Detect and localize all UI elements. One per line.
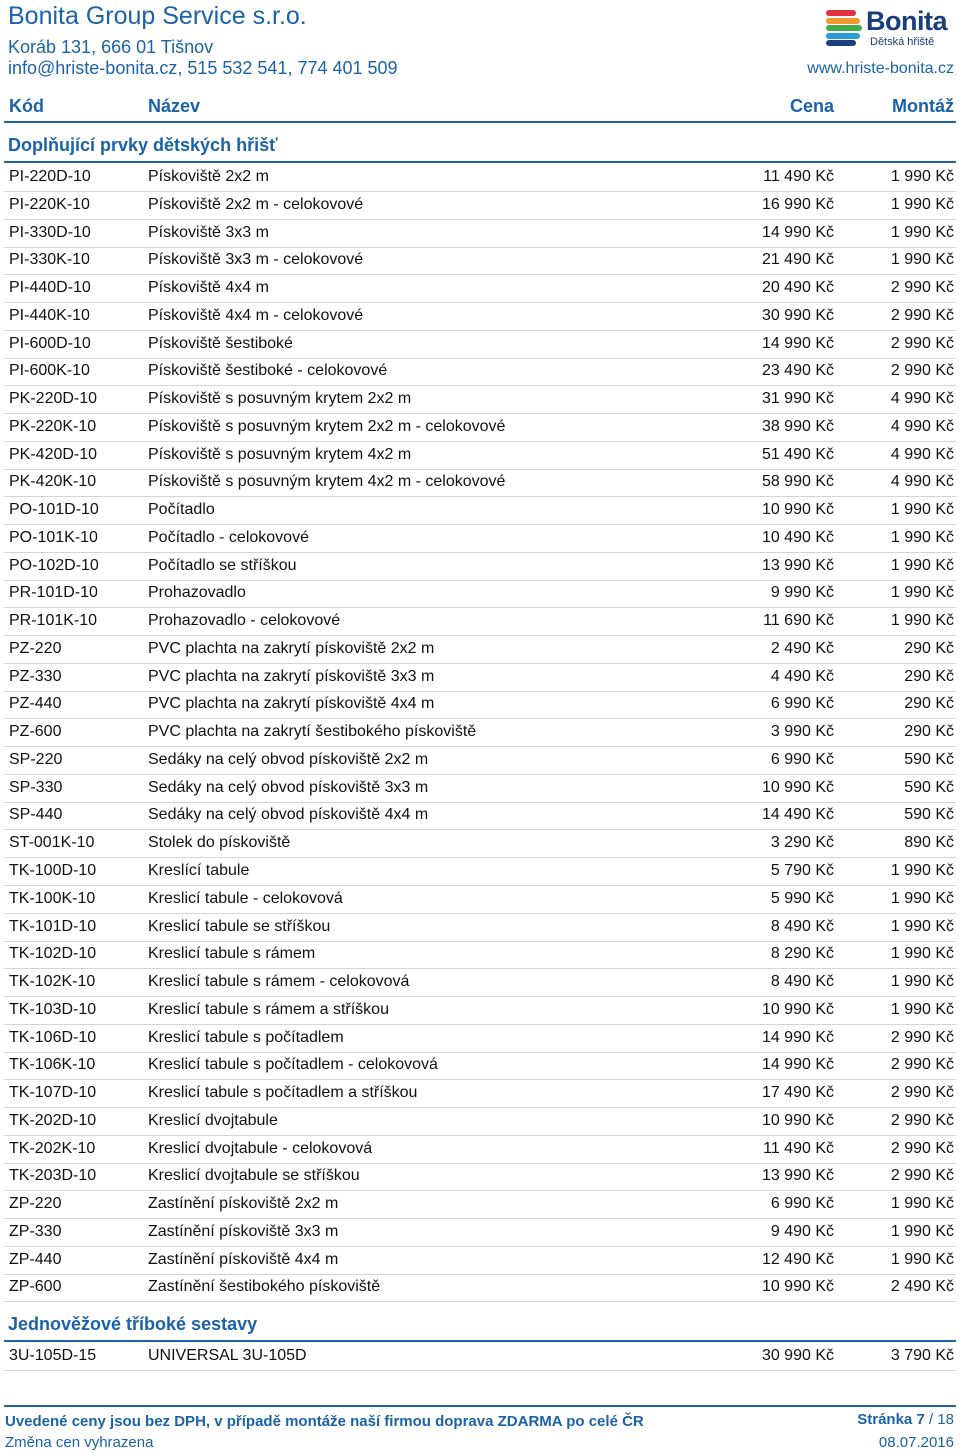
- cell-name: Pískoviště s posuvným krytem 2x2 m - celokovové: [148, 417, 506, 435]
- table-row: [4, 858, 956, 886]
- cell-code: SP-330: [9, 778, 63, 796]
- cell-code: SP-440: [9, 806, 63, 824]
- cell-code: ZP-440: [9, 1250, 62, 1268]
- column-header-montaz: Montáž: [892, 96, 954, 116]
- column-header-code: Kód: [9, 96, 44, 116]
- table-row: [4, 1108, 956, 1136]
- cell-code: PI-220K-10: [9, 195, 90, 213]
- cell-price: 10 990 Kč: [761, 1111, 834, 1129]
- cell-price: 31 990 Kč: [761, 390, 834, 408]
- table-row: [4, 303, 956, 331]
- cell-name: Zastínění pískoviště 2x2 m: [148, 1195, 339, 1213]
- cell-code: TK-102D-10: [9, 945, 97, 963]
- cell-name: Kreslicí tabule s počítadlem: [148, 1028, 344, 1046]
- table-row: [4, 914, 956, 942]
- table-row: [4, 1219, 956, 1247]
- column-header-name: Název: [148, 96, 201, 116]
- cell-price: 10 990 Kč: [761, 778, 834, 796]
- cell-code: PI-330K-10: [9, 251, 90, 269]
- cell-name: PVC plachta na zakrytí pískoviště 2x2 m: [148, 639, 435, 657]
- cell-montaz: 1 990 Kč: [890, 1000, 954, 1018]
- cell-name: Stolek do pískoviště: [148, 834, 291, 852]
- cell-montaz: 1 990 Kč: [890, 528, 954, 546]
- cell-price: 10 990 Kč: [761, 501, 834, 519]
- table-row: [4, 1136, 956, 1164]
- cell-name: Kreslicí tabule s rámem a stříškou: [148, 1000, 389, 1018]
- table-row: [4, 691, 956, 719]
- cell-montaz: 290 Kč: [904, 723, 954, 741]
- cell-price: 21 490 Kč: [761, 251, 834, 269]
- company-address: Koráb 131, 666 01 Tišnov: [8, 37, 214, 57]
- cell-montaz: 2 990 Kč: [890, 1139, 954, 1157]
- cell-code: TK-202K-10: [9, 1139, 96, 1157]
- cell-montaz: 4 990 Kč: [890, 473, 954, 491]
- cell-montaz: 2 990 Kč: [890, 1167, 954, 1185]
- cell-price: 8 290 Kč: [770, 945, 834, 963]
- section-rule: [4, 161, 956, 163]
- page-separator: /: [924, 1411, 938, 1428]
- cell-price: 10 990 Kč: [761, 1000, 834, 1018]
- table-row: [4, 997, 956, 1025]
- cell-price: 20 490 Kč: [761, 279, 834, 297]
- table-row: [4, 636, 956, 664]
- cell-name: PVC plachta na zakrytí šestibokého pískoviště: [148, 723, 477, 741]
- table-row: [4, 1080, 956, 1108]
- table-row: [4, 1052, 956, 1080]
- cell-montaz: 1 990 Kč: [890, 862, 954, 879]
- cell-name: Kreslicí dvojtabule: [148, 1111, 278, 1129]
- cell-price: 9 990 Kč: [770, 584, 834, 602]
- logo-stripe: [826, 18, 860, 24]
- table-row: [4, 358, 956, 386]
- footer-note: Uvedené ceny jsou bez DPH, v případě montáže naší firmou doprava ZDARMA po celé ČR: [5, 1413, 644, 1430]
- cell-price: 9 490 Kč: [770, 1222, 834, 1240]
- cell-montaz: 290 Kč: [904, 695, 954, 713]
- cell-name: Pískoviště 4x4 m - celokovové: [148, 306, 364, 324]
- cell-name: Sedáky na celý obvod pískoviště 3x3 m: [148, 778, 429, 796]
- cell-price: 2 490 Kč: [770, 639, 834, 657]
- cell-name: Kreslicí tabule s počítadlem a stříškou: [148, 1084, 418, 1102]
- logo-subtitle: Dětská hřiště: [870, 36, 935, 48]
- table-row: [4, 1343, 956, 1371]
- cell-price: 10 990 Kč: [761, 1278, 834, 1296]
- cell-name: Sedáky na celý obvod pískoviště 4x4 m: [148, 806, 429, 824]
- cell-price: 16 990 Kč: [761, 195, 834, 213]
- cell-price: 13 990 Kč: [761, 1167, 834, 1185]
- cell-code: TK-107D-10: [9, 1084, 97, 1102]
- table-row: [4, 414, 956, 442]
- table-row: [4, 747, 956, 775]
- section-title: Doplňující prvky dětských hřišť: [8, 135, 278, 155]
- table-row: [4, 1025, 956, 1053]
- page-current: 7: [916, 1411, 925, 1428]
- cell-price: 4 490 Kč: [770, 667, 834, 685]
- cell-montaz: 590 Kč: [904, 750, 954, 768]
- cell-price: 8 490 Kč: [770, 973, 834, 991]
- section-rule: [4, 1340, 956, 1342]
- cell-name: Pískoviště 2x2 m: [148, 168, 269, 185]
- cell-price: 14 990 Kč: [761, 223, 834, 241]
- cell-code: PI-330D-10: [9, 223, 91, 241]
- cell-montaz: 1 990 Kč: [890, 501, 954, 519]
- cell-code: TK-203D-10: [9, 1167, 97, 1185]
- table-row: [4, 469, 956, 497]
- cell-price: 58 990 Kč: [761, 473, 834, 491]
- table-row: [4, 331, 956, 359]
- cell-montaz: 890 Kč: [904, 834, 954, 852]
- cell-price: 11 490 Kč: [763, 168, 834, 185]
- table-row: [4, 247, 956, 275]
- cell-code: PI-220D-10: [9, 168, 91, 185]
- table-row: [4, 553, 956, 581]
- cell-code: ST-001K-10: [9, 834, 95, 852]
- table-row: [4, 386, 956, 414]
- cell-price: 8 490 Kč: [770, 917, 834, 935]
- cell-code: PZ-220: [9, 639, 62, 657]
- cell-montaz: 1 990 Kč: [890, 223, 954, 241]
- cell-name: Prohazovadlo: [148, 584, 246, 602]
- logo-mark-icon: [826, 10, 862, 48]
- cell-code: TK-100K-10: [9, 889, 96, 907]
- cell-montaz: 4 990 Kč: [890, 445, 954, 463]
- cell-price: 6 990 Kč: [770, 750, 834, 768]
- cell-code: 3U-105D-15: [9, 1347, 97, 1365]
- cell-montaz: 1 990 Kč: [890, 1195, 954, 1213]
- cell-montaz: 2 490 Kč: [890, 1278, 954, 1296]
- page-number: [857, 1411, 954, 1428]
- table-row: [4, 275, 956, 303]
- cell-name: Pískoviště s posuvným krytem 2x2 m: [148, 390, 412, 408]
- cell-montaz: 4 990 Kč: [890, 417, 954, 435]
- cell-code: PZ-600: [9, 723, 62, 741]
- header-rule: [4, 121, 956, 123]
- company-contact: info@hriste-bonita.cz, 515 532 541, 774 401 509: [8, 58, 398, 78]
- cell-montaz: 1 990 Kč: [890, 889, 954, 907]
- footer-rule: [4, 1405, 956, 1407]
- cell-price: 14 990 Kč: [761, 334, 834, 352]
- cell-code: SP-220: [9, 750, 63, 768]
- table-row: [4, 164, 956, 192]
- table-row: [4, 830, 956, 858]
- table-row: [4, 802, 956, 830]
- cell-name: Kreslicí dvojtabule se stříškou: [148, 1167, 360, 1185]
- cell-code: ZP-600: [9, 1278, 62, 1296]
- cell-montaz: 1 990 Kč: [890, 556, 954, 574]
- cell-price: 30 990 Kč: [761, 1347, 834, 1365]
- cell-name: Zastínění pískoviště 4x4 m: [148, 1250, 339, 1268]
- table-row: [4, 775, 956, 803]
- cell-price: 23 490 Kč: [761, 362, 834, 380]
- company-name: Bonita Group Service s.r.o.: [8, 2, 307, 30]
- cell-price: 11 490 Kč: [763, 1139, 834, 1157]
- cell-name: Kreslicí tabule s rámem: [148, 945, 316, 963]
- cell-code: PK-420D-10: [9, 445, 98, 463]
- cell-name: Pískoviště 3x3 m: [148, 223, 269, 241]
- cell-name: Kreslící tabule: [148, 862, 250, 879]
- cell-code: PI-600D-10: [9, 334, 91, 352]
- table-row: [4, 1247, 956, 1275]
- cell-code: TK-102K-10: [9, 973, 96, 991]
- cell-code: PI-440K-10: [9, 306, 90, 324]
- cell-name: Počítadlo - celokovové: [148, 528, 309, 546]
- cell-montaz: 3 790 Kč: [890, 1347, 954, 1365]
- cell-montaz: 1 990 Kč: [890, 251, 954, 269]
- cell-montaz: 2 990 Kč: [890, 1056, 954, 1074]
- cell-montaz: 2 990 Kč: [890, 362, 954, 380]
- cell-name: Počítadlo: [148, 501, 215, 519]
- cell-name: Kreslicí dvojtabule - celokovová: [148, 1139, 373, 1157]
- cell-montaz: 290 Kč: [904, 639, 954, 657]
- cell-price: 14 990 Kč: [761, 1056, 834, 1074]
- cell-price: 5 990 Kč: [770, 889, 834, 907]
- cell-price: 5 790 Kč: [770, 862, 834, 879]
- table-row: [4, 1191, 956, 1219]
- cell-name: Kreslicí tabule s rámem - celokovová: [148, 973, 410, 991]
- cell-montaz: 590 Kč: [904, 806, 954, 824]
- cell-name: PVC plachta na zakrytí pískoviště 3x3 m: [148, 667, 435, 685]
- table-row: [4, 664, 956, 692]
- cell-price: 38 990 Kč: [761, 417, 834, 435]
- cell-montaz: 2 990 Kč: [890, 1084, 954, 1102]
- logo-stripe: [826, 25, 862, 31]
- logo-name: Bonita: [866, 6, 947, 36]
- column-headers: [0, 96, 960, 118]
- cell-name: Pískoviště s posuvným krytem 4x2 m: [148, 445, 412, 463]
- cell-montaz: 2 990 Kč: [890, 1111, 954, 1129]
- table-row: [4, 525, 956, 553]
- cell-name: PVC plachta na zakrytí pískoviště 4x4 m: [148, 695, 435, 713]
- cell-code: PK-420K-10: [9, 473, 97, 491]
- logo-stripe: [826, 33, 860, 39]
- cell-montaz: 1 990 Kč: [890, 168, 954, 185]
- cell-price: 14 990 Kč: [761, 1028, 834, 1046]
- cell-montaz: 1 990 Kč: [890, 612, 954, 630]
- cell-price: 3 290 Kč: [770, 834, 834, 852]
- footer-date: 08.07.2016: [878, 1434, 954, 1451]
- cell-price: 11 690 Kč: [763, 612, 834, 630]
- cell-montaz: 1 990 Kč: [890, 1222, 954, 1240]
- cell-name: Pískoviště s posuvným krytem 4x2 m - celokovové: [148, 473, 506, 491]
- cell-name: Sedáky na celý obvod pískoviště 2x2 m: [148, 750, 429, 768]
- cell-code: PI-440D-10: [9, 279, 91, 297]
- cell-name: Zastínění pískoviště 3x3 m: [148, 1222, 339, 1240]
- table-row: [4, 941, 956, 969]
- table-row: [4, 1274, 956, 1302]
- bonita-logo: [826, 8, 956, 52]
- cell-code: TK-202D-10: [9, 1111, 97, 1129]
- cell-code: TK-106K-10: [9, 1056, 96, 1074]
- cell-code: TK-106D-10: [9, 1028, 97, 1046]
- cell-code: ZP-330: [9, 1222, 62, 1240]
- cell-name: Pískoviště 4x4 m: [148, 279, 269, 297]
- logo-stripe: [826, 10, 856, 16]
- cell-montaz: 290 Kč: [904, 667, 954, 685]
- website-link[interactable]: www.hriste-bonita.cz: [807, 60, 954, 77]
- page-label: Stránka: [857, 1411, 913, 1428]
- cell-name: Počítadlo se stříškou: [148, 556, 297, 574]
- cell-code: PK-220D-10: [9, 390, 98, 408]
- logo-stripe: [826, 40, 856, 46]
- table-row: [4, 886, 956, 914]
- cell-price: 3 990 Kč: [770, 723, 834, 741]
- cell-price: 6 990 Kč: [770, 695, 834, 713]
- column-header-price: Cena: [789, 96, 834, 116]
- cell-montaz: 1 990 Kč: [890, 195, 954, 213]
- cell-price: 51 490 Kč: [761, 445, 834, 463]
- cell-montaz: 1 990 Kč: [890, 945, 954, 963]
- cell-code: PK-220K-10: [9, 417, 97, 435]
- cell-code: PZ-440: [9, 695, 62, 713]
- cell-price: 17 490 Kč: [761, 1084, 834, 1102]
- table-row: [4, 719, 956, 747]
- cell-name: Pískoviště šestiboké: [148, 334, 293, 352]
- table-row: [4, 969, 956, 997]
- page-header: [0, 0, 960, 90]
- cell-montaz: 1 990 Kč: [890, 584, 954, 602]
- cell-name: Prohazovadlo - celokovové: [148, 612, 341, 630]
- cell-code: ZP-220: [9, 1195, 62, 1213]
- cell-code: TK-101D-10: [9, 917, 97, 935]
- cell-montaz: 1 990 Kč: [890, 917, 954, 935]
- footer-note-2: Změna cen vyhrazena: [5, 1434, 154, 1451]
- cell-price: 13 990 Kč: [761, 556, 834, 574]
- cell-montaz: 1 990 Kč: [890, 973, 954, 991]
- cell-name: Zastínění šestibokého pískoviště: [148, 1278, 381, 1296]
- table-row: [4, 442, 956, 470]
- cell-price: 30 990 Kč: [761, 306, 834, 324]
- cell-code: PI-600K-10: [9, 362, 90, 380]
- page-total: 18: [937, 1411, 954, 1428]
- cell-name: Pískoviště šestiboké - celokovové: [148, 362, 388, 380]
- cell-montaz: 2 990 Kč: [890, 306, 954, 324]
- cell-montaz: 2 990 Kč: [890, 1028, 954, 1046]
- cell-code: PR-101D-10: [9, 584, 98, 602]
- table-row: [4, 608, 956, 636]
- cell-montaz: 2 990 Kč: [890, 279, 954, 297]
- cell-price: 14 490 Kč: [761, 806, 834, 824]
- table-row: [4, 220, 956, 248]
- cell-montaz: 2 990 Kč: [890, 334, 954, 352]
- table-row: [4, 192, 956, 220]
- cell-price: 12 490 Kč: [761, 1250, 834, 1268]
- cell-name: Kreslicí tabule - celokovová: [148, 889, 343, 907]
- cell-name: Kreslicí tabule s počítadlem - celokovová: [148, 1056, 438, 1074]
- section-title: Jednověžové tříboké sestavy: [8, 1314, 258, 1335]
- cell-code: PZ-330: [9, 667, 62, 685]
- cell-code: PO-102D-10: [9, 556, 99, 574]
- cell-code: PO-101K-10: [9, 528, 98, 546]
- cell-code: TK-100D-10: [9, 862, 97, 879]
- cell-code: PO-101D-10: [9, 501, 99, 519]
- table-row: [4, 580, 956, 608]
- table-row: [4, 497, 956, 525]
- cell-name: UNIVERSAL 3U-105D: [148, 1347, 307, 1365]
- cell-montaz: 590 Kč: [904, 778, 954, 796]
- cell-code: TK-103D-10: [9, 1000, 97, 1018]
- cell-montaz: 4 990 Kč: [890, 390, 954, 408]
- table-row: [4, 1163, 956, 1191]
- cell-price: 10 490 Kč: [761, 528, 834, 546]
- cell-name: Kreslicí tabule se stříškou: [148, 917, 331, 935]
- cell-montaz: 1 990 Kč: [890, 1250, 954, 1268]
- cell-code: PR-101K-10: [9, 612, 98, 630]
- cell-price: 6 990 Kč: [770, 1195, 834, 1213]
- cell-name: Pískoviště 3x3 m - celokovové: [148, 251, 364, 269]
- cell-name: Pískoviště 2x2 m - celokovové: [148, 195, 364, 213]
